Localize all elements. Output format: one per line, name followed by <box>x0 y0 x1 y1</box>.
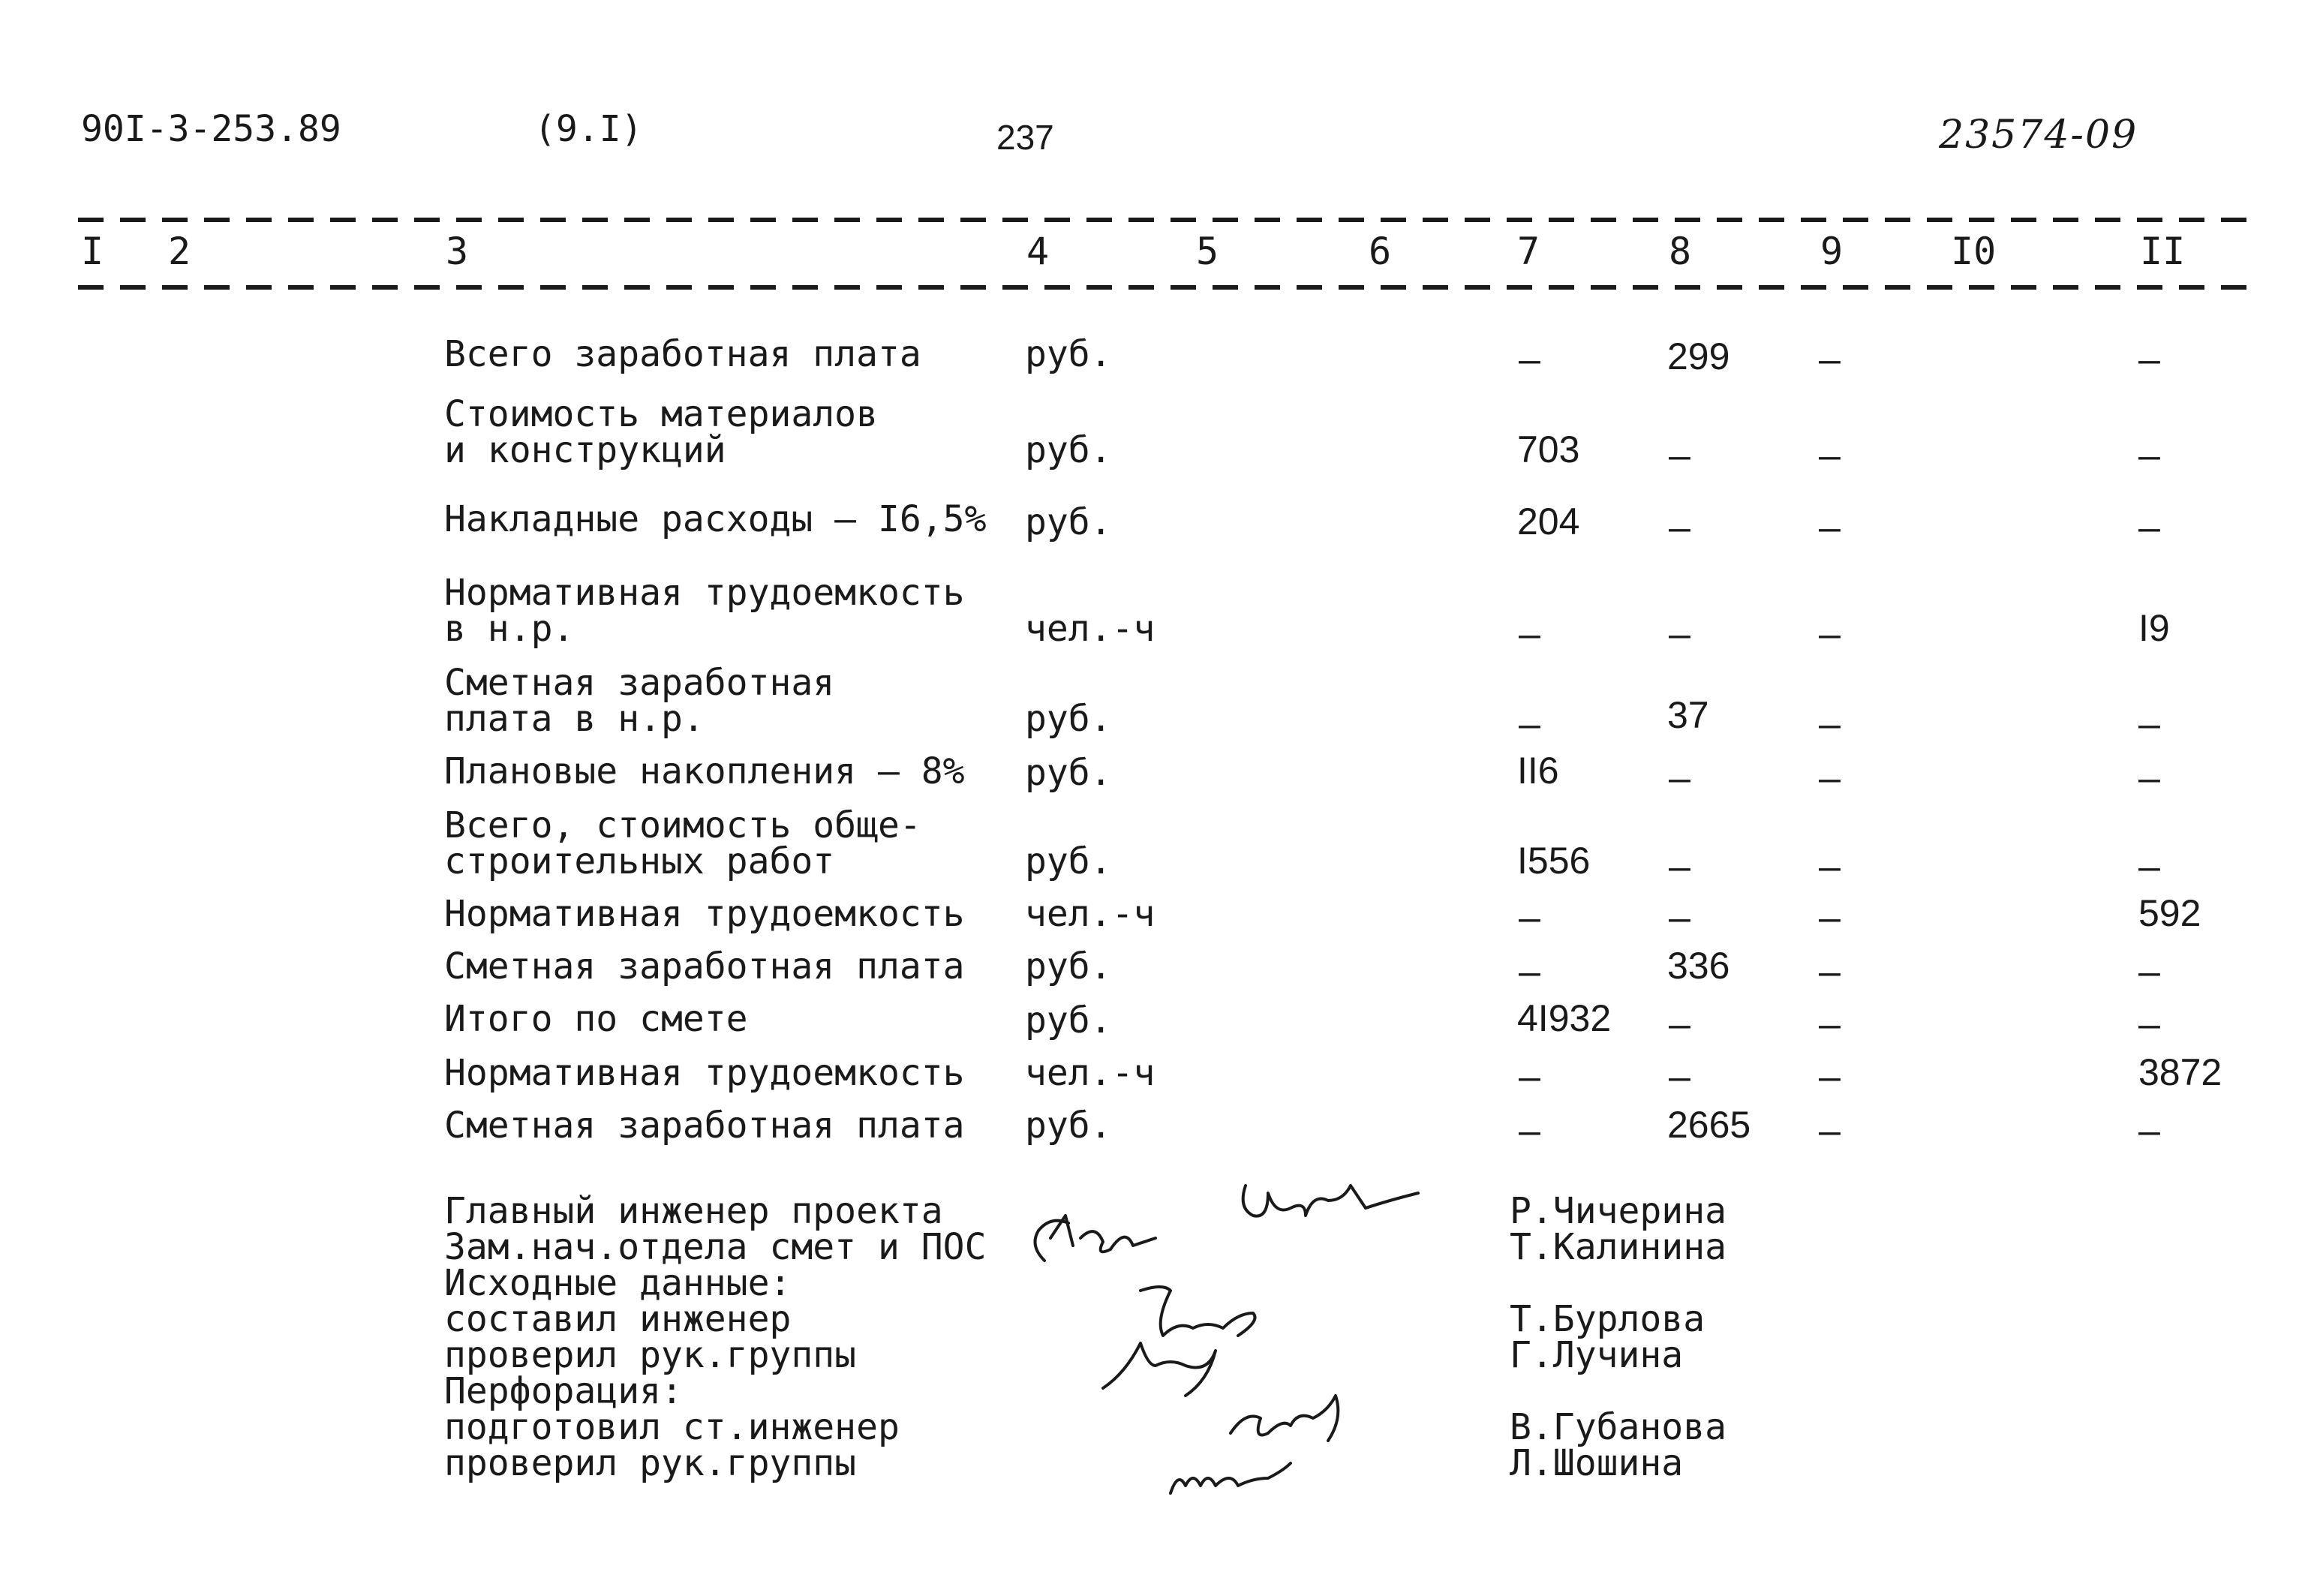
document-code: 90I-3-253.89 <box>81 108 341 150</box>
row-unit: руб. <box>1025 945 1112 987</box>
cell-col9: – <box>1819 951 1841 993</box>
cell-col9: – <box>1819 704 1841 746</box>
row-unit: руб. <box>1025 840 1112 882</box>
cell-col11: 3872 <box>2138 1051 2222 1093</box>
signatory-name: Т.Бурлова <box>1510 1298 1705 1340</box>
column-number: I <box>81 230 104 273</box>
cell-col7: – <box>1519 897 1540 939</box>
row-label-continuation: в н.р. <box>444 608 575 650</box>
row-label: Сметная заработная <box>444 662 835 704</box>
page-number: 237 <box>996 118 1054 157</box>
row-unit: чел.-ч <box>1025 608 1156 650</box>
signature-role: Перфорация: <box>444 1370 683 1412</box>
column-number: II <box>2140 230 2186 273</box>
cell-col11: I9 <box>2138 607 2170 649</box>
cell-col8: 37 <box>1667 694 1709 736</box>
row-label: Накладные расходы – I6,5% <box>444 498 987 540</box>
row-label: Нормативная трудоемкость <box>444 893 965 935</box>
album-number: 23574-09 <box>1939 113 2138 158</box>
signatory-name: Г.Лучина <box>1510 1334 1684 1376</box>
cell-col8: – <box>1669 758 1690 800</box>
cell-col7: – <box>1519 951 1540 993</box>
row-label-continuation: плата в н.р. <box>444 698 705 740</box>
cell-col11: – <box>2138 507 2160 549</box>
cell-col9: – <box>1819 1111 1841 1153</box>
column-number: 8 <box>1669 230 1692 273</box>
row-unit: руб. <box>1025 999 1112 1041</box>
cell-col9: – <box>1819 1004 1841 1046</box>
signature-role: Главный инженер проекта <box>444 1190 943 1232</box>
row-unit: чел.-ч <box>1025 1052 1156 1094</box>
cell-col11: – <box>2138 704 2160 746</box>
signature-mark <box>1103 1343 1216 1396</box>
row-label: Сметная заработная плата <box>444 945 965 987</box>
signature-mark <box>1035 1216 1156 1261</box>
signature-role: проверил рук.группы <box>444 1442 857 1484</box>
cell-col11: – <box>2138 435 2160 477</box>
cell-col11: 592 <box>2138 892 2201 934</box>
cell-col7: 703 <box>1517 428 1580 470</box>
cell-col7: – <box>1519 1111 1540 1153</box>
signatory-name: В.Губанова <box>1510 1406 1726 1448</box>
cell-col8: 336 <box>1667 945 1730 987</box>
column-number: 6 <box>1369 230 1392 273</box>
cell-col9: – <box>1819 897 1841 939</box>
cell-col8: – <box>1669 897 1690 939</box>
cell-col8: – <box>1669 507 1690 549</box>
row-unit: руб. <box>1025 1105 1112 1147</box>
cell-col9: – <box>1819 435 1841 477</box>
cell-col8: – <box>1669 1056 1690 1099</box>
row-unit: руб. <box>1025 698 1112 740</box>
column-number: 5 <box>1196 230 1219 273</box>
row-label: Плановые накопления – 8% <box>444 750 965 792</box>
row-label: Сметная заработная плата <box>444 1105 965 1147</box>
cell-col8: 299 <box>1667 335 1730 377</box>
cell-col7: II6 <box>1517 750 1559 792</box>
cell-col9: – <box>1819 339 1841 381</box>
signature-role: проверил рук.группы <box>444 1334 857 1376</box>
cell-col7: 204 <box>1517 500 1580 543</box>
cell-col7: – <box>1519 614 1540 656</box>
signature-mark <box>1171 1463 1291 1493</box>
signatory-name: Р.Чичерина <box>1510 1190 1726 1232</box>
cell-col7: – <box>1519 704 1540 746</box>
signature-mark <box>1140 1287 1255 1336</box>
signature-mark <box>1243 1186 1418 1216</box>
column-number: 7 <box>1517 230 1540 273</box>
cell-col9: – <box>1819 614 1841 656</box>
cell-col8: – <box>1669 614 1690 656</box>
cell-col11: – <box>2138 339 2160 381</box>
row-label: Стоимость материалов <box>444 393 878 435</box>
column-number: I0 <box>1951 230 1997 273</box>
column-number: 9 <box>1820 230 1844 273</box>
signature-mark <box>1231 1396 1338 1441</box>
row-label: Нормативная трудоемкость <box>444 1052 965 1094</box>
row-unit: руб. <box>1025 333 1112 375</box>
cell-col9: – <box>1819 846 1841 888</box>
signature-role: составил инженер <box>444 1298 792 1340</box>
section-number: (9.I) <box>534 108 643 150</box>
signatory-name: Л.Шошина <box>1510 1442 1684 1484</box>
cell-col8: 2665 <box>1667 1104 1751 1146</box>
cell-col7: – <box>1519 339 1540 381</box>
row-unit: руб. <box>1025 429 1112 471</box>
cell-col7: 4I932 <box>1517 997 1612 1039</box>
signature-role: Исходные данные: <box>444 1262 792 1304</box>
cell-col11: – <box>2138 951 2160 993</box>
row-unit: руб. <box>1025 501 1112 543</box>
signature-role: подготовил ст.инженер <box>444 1406 900 1448</box>
cell-col11: – <box>2138 846 2160 888</box>
cell-col11: – <box>2138 1004 2160 1046</box>
row-label: Всего заработная плата <box>444 333 921 375</box>
cell-col7: – <box>1519 1056 1540 1099</box>
row-label: Всего, стоимость обще- <box>444 804 921 846</box>
cell-col8: – <box>1669 435 1690 477</box>
column-number: 3 <box>446 230 469 273</box>
cell-col11: – <box>2138 1111 2160 1153</box>
cell-col11: – <box>2138 758 2160 800</box>
signatory-name: Т.Калинина <box>1510 1226 1726 1268</box>
cell-col9: – <box>1819 1056 1841 1099</box>
column-number: 4 <box>1026 230 1050 273</box>
cell-col8: – <box>1669 1004 1690 1046</box>
row-label-continuation: строительных работ <box>444 840 835 882</box>
cell-col8: – <box>1669 846 1690 888</box>
cell-col7: I556 <box>1517 840 1591 882</box>
column-number: 2 <box>168 230 191 273</box>
row-label: Нормативная трудоемкость <box>444 572 965 614</box>
row-unit: чел.-ч <box>1025 893 1156 935</box>
cell-col9: – <box>1819 507 1841 549</box>
row-unit: руб. <box>1025 752 1112 794</box>
signature-role: Зам.нач.отдела смет и ПОС <box>444 1226 987 1268</box>
row-label: Итого по смете <box>444 998 748 1040</box>
row-label-continuation: и конструкций <box>444 429 726 471</box>
cell-col9: – <box>1819 758 1841 800</box>
